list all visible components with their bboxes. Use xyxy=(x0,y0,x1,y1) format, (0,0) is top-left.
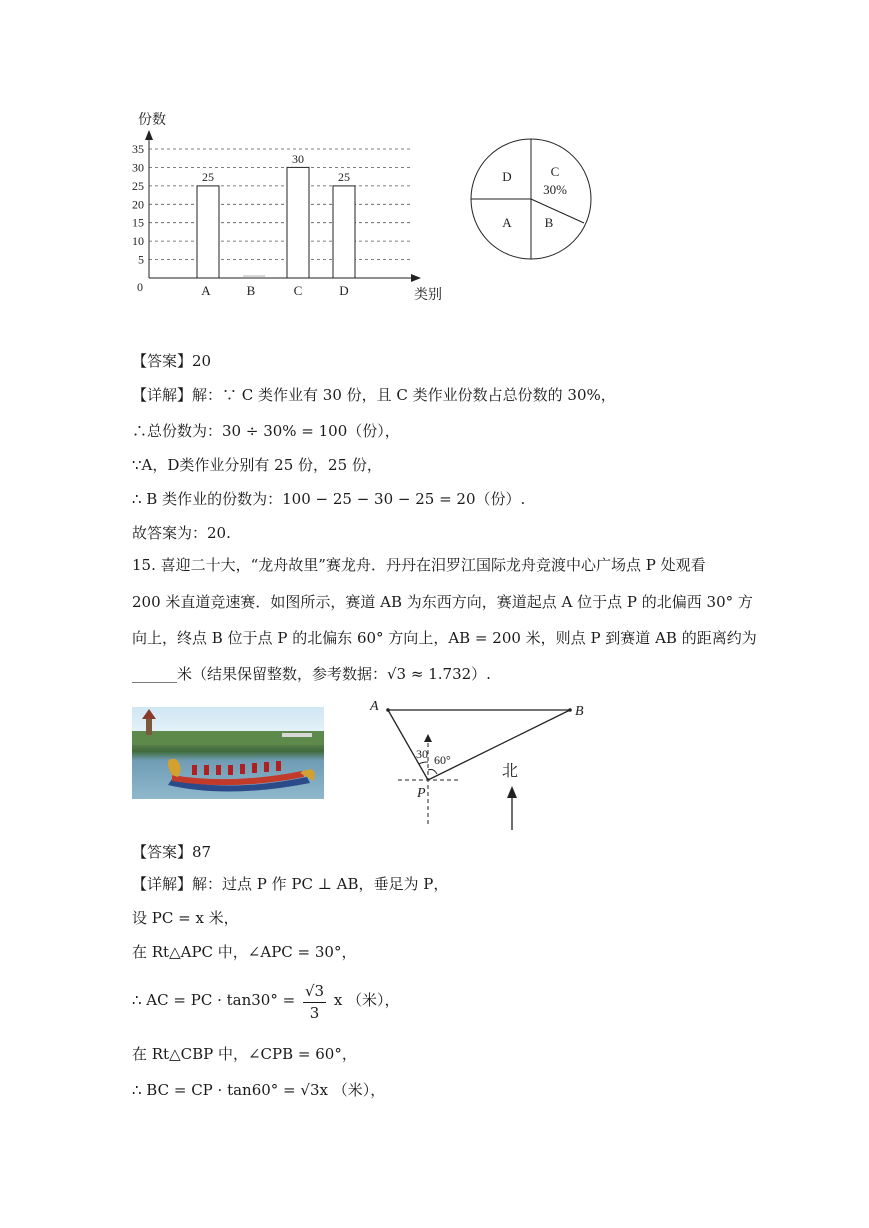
x-tick-label-b: B xyxy=(246,283,256,298)
q15-problem-line: 15. 喜迎二十大，“龙舟故里”赛龙舟．丹丹在汨罗江国际龙舟竞渡中心广场点 P 处观看 xyxy=(132,556,706,574)
q15-detail-line: 【详解】解：过点 P 作 PC ⊥ AB，垂足为 P， xyxy=(132,875,449,893)
pie-label-b: B xyxy=(544,215,554,230)
segment-pa xyxy=(388,710,428,780)
q14-detail-line: ∵A，D类作业分别有 25 份，25 份， xyxy=(132,456,382,474)
origin-label: 0 xyxy=(137,280,143,294)
q15-problem-line: 200 米直道竞速赛．如图所示，赛道 AB 为东西方向，赛道起点 A 位于点 P 的北偏西 30° 方 xyxy=(132,593,753,611)
y-tick-label: 15 xyxy=(132,215,144,230)
y-axis-arrow xyxy=(145,130,153,140)
pie-label-d: D xyxy=(502,169,512,184)
y-tick-label: 10 xyxy=(132,234,144,249)
bar-a xyxy=(197,186,219,278)
fraction-sqrt3-over-3 xyxy=(303,980,326,1023)
bar-chart xyxy=(128,108,448,308)
q15-detail-line: ∴ BC = CP · tan60° = √3x （米）， xyxy=(132,1081,386,1099)
formula-ac-right: x （米）， xyxy=(333,991,400,1009)
q14-answer: 【答案】20 xyxy=(132,352,212,370)
formula-ac-left: ∴ AC = PC · tan30° = xyxy=(132,991,296,1009)
bar-value-label-d: 25 xyxy=(338,170,350,184)
dragon-boat-photo xyxy=(132,707,324,799)
q15-problem-line: 向上，终点 B 位于点 P 的北偏东 60° 方向上，AB = 200 米，则点 P 到赛道 AB 的距离约为 xyxy=(132,629,757,647)
bar-chart-ylabel: 份数 xyxy=(138,112,166,128)
point-b-dot xyxy=(568,708,572,712)
north-line-arrow xyxy=(424,734,432,742)
angle-30-arc xyxy=(419,762,428,764)
q15-problem-line: ______米（结果保留整数，参考数据：√3 ≈ 1.732）. xyxy=(132,665,491,683)
q15-formula-line xyxy=(132,978,400,1023)
pie-label-c: C xyxy=(550,164,560,179)
angle-60-arc xyxy=(428,770,437,775)
x-axis-arrow xyxy=(411,274,421,282)
pie-chart xyxy=(469,136,593,266)
bar-c xyxy=(287,167,309,278)
bearing-diagram xyxy=(362,696,602,832)
y-tick-label: 35 xyxy=(132,142,144,156)
pie-label-c-percent: 30% xyxy=(543,182,567,197)
q15-detail-line: 设 PC = x 米， xyxy=(132,909,239,927)
bar-d xyxy=(333,186,355,278)
q14-detail-line: 【详解】解：∵ C 类作业有 30 份，且 C 类作业份数占总份数的 30%， xyxy=(132,386,616,404)
label-point-a: A xyxy=(370,699,379,714)
q15-answer: 【答案】87 xyxy=(132,843,212,861)
label-point-b: B xyxy=(575,704,584,719)
q14-detail-line: ∴ B 类作业的份数为：100 − 25 − 30 − 25 = 20（份）. xyxy=(132,490,526,508)
bar-value-label-a: 25 xyxy=(202,170,214,184)
y-tick-label: 25 xyxy=(132,178,144,193)
y-tick-label: 5 xyxy=(138,252,144,267)
point-a-dot xyxy=(386,708,390,712)
gridlines xyxy=(149,149,413,260)
bar-chart-xlabel: 类别 xyxy=(414,287,442,303)
q15-detail-line: 在 Rt△CBP 中，∠CPB = 60°， xyxy=(132,1045,357,1063)
bar-value-label-c: 30 xyxy=(292,152,304,166)
q14-detail-line: 故答案为：20. xyxy=(132,524,231,542)
north-arrow-head xyxy=(507,786,517,798)
q14-detail-line: ∴总份数为：30 ÷ 30% = 100（份）， xyxy=(132,422,400,440)
x-tick-label-a: A xyxy=(201,283,211,298)
label-north: 北 xyxy=(502,761,519,780)
label-angle-30: 30 xyxy=(416,747,428,761)
pie-label-a: A xyxy=(502,215,512,230)
label-point-p: P xyxy=(417,786,426,801)
segment-pb xyxy=(428,710,570,780)
label-angle-60: 60° xyxy=(434,753,451,767)
fraction-denominator: 3 xyxy=(309,1003,320,1022)
q15-detail-line: 在 Rt△APC 中，∠APC = 30°， xyxy=(132,943,357,961)
x-tick-label-c: C xyxy=(293,283,303,298)
x-tick-label-d: D xyxy=(339,283,349,298)
fraction-numerator: √3 xyxy=(303,980,326,1003)
y-tick-label: 20 xyxy=(132,197,144,212)
y-tick-label: 30 xyxy=(132,160,144,175)
